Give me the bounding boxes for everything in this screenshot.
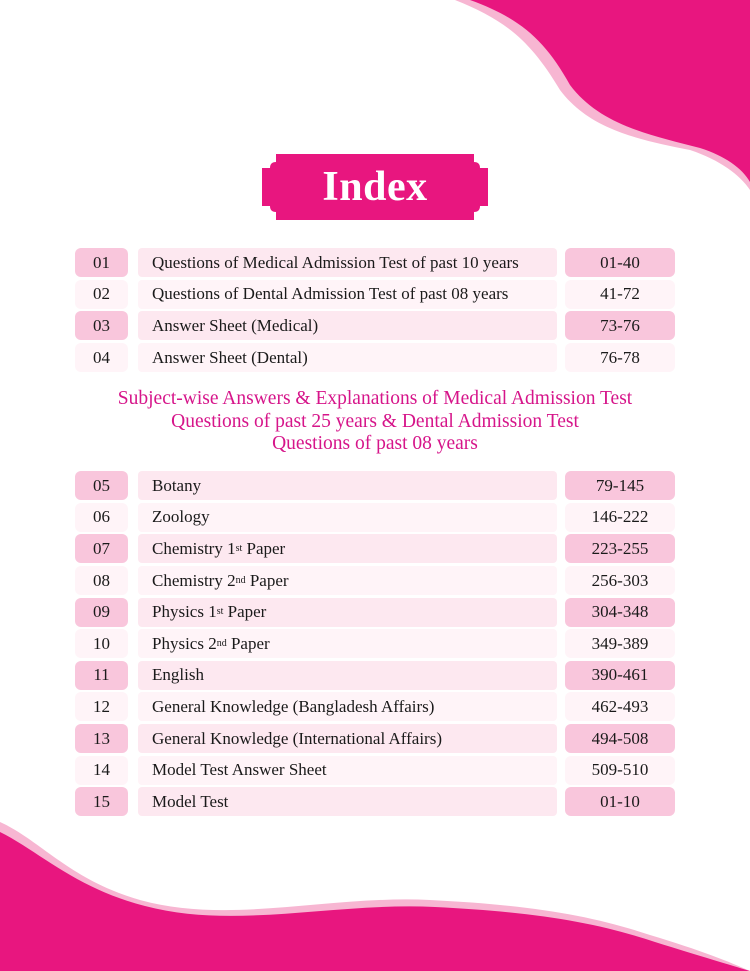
row-number: 02 [75, 280, 128, 309]
row-pages: 494-508 [565, 724, 675, 753]
row-number: 05 [75, 471, 128, 500]
row-label: Answer Sheet (Dental) [138, 343, 557, 372]
row-pages: 256-303 [565, 566, 675, 595]
row-pages: 41-72 [565, 280, 675, 309]
index-table-1 [75, 247, 675, 373]
subheading-line: Questions of past 08 years [272, 433, 478, 454]
table-row [75, 691, 675, 723]
subheading-line: Subject-wise Answers & Explanations of Medical Admission Test [117, 388, 633, 409]
row-pages: 79-145 [565, 471, 675, 500]
row-number: 07 [75, 534, 128, 563]
table-row [75, 786, 675, 818]
row-label: Physics 1 st Paper [138, 598, 557, 627]
row-number: 11 [75, 661, 128, 690]
row-number: 12 [75, 692, 128, 721]
row-label: Chemistry 1 st Paper [138, 534, 557, 563]
table-row [75, 754, 675, 786]
label-text: Chemistry 1 [152, 538, 236, 558]
row-label: Questions of Dental Admission Test of past 08 years [138, 280, 557, 309]
table-row [75, 533, 675, 565]
section-subheading [60, 388, 690, 456]
row-label: Chemistry 2 nd Paper [138, 566, 557, 595]
subheading-line: Questions of past 25 years & Dental Admission Test [171, 410, 579, 432]
row-label: General Knowledge (Bangladesh Affairs) [138, 692, 557, 721]
row-pages: 223-255 [565, 534, 675, 563]
label-text: Chemistry 2 [152, 570, 236, 590]
row-number: 15 [75, 787, 128, 816]
row-pages: 01-10 [565, 787, 675, 816]
row-number: 04 [75, 343, 128, 372]
row-label: Answer Sheet (Medical) [138, 311, 557, 340]
row-pages: 462-493 [565, 692, 675, 721]
row-number: 03 [75, 311, 128, 340]
table-row [75, 247, 675, 279]
table-row [75, 470, 675, 502]
label-suffix: Paper [245, 570, 289, 590]
row-number: 10 [75, 629, 128, 658]
row-number: 08 [75, 566, 128, 595]
table-row [75, 342, 675, 374]
table-row [75, 723, 675, 755]
row-pages: 390-461 [565, 661, 675, 690]
row-pages: 349-389 [565, 629, 675, 658]
table-row [75, 279, 675, 311]
row-label: Model Test Answer Sheet [138, 756, 557, 785]
label-suffix: Paper [223, 602, 267, 622]
row-label: Physics 2 nd Paper [138, 629, 557, 658]
row-pages: 01-40 [565, 248, 675, 277]
row-number: 14 [75, 756, 128, 785]
row-pages: 509-510 [565, 756, 675, 785]
row-label: Model Test [138, 787, 557, 816]
page-title: Index [322, 164, 428, 210]
label-text: Physics 1 [152, 602, 217, 622]
row-number: 09 [75, 598, 128, 627]
label-suffix: Paper [242, 538, 286, 558]
table-row [75, 596, 675, 628]
row-pages: 304-348 [565, 598, 675, 627]
label-text: Physics 2 [152, 633, 217, 653]
row-label: Botany [138, 471, 557, 500]
row-number: 01 [75, 248, 128, 277]
table-row [75, 565, 675, 597]
row-label: Zoology [138, 503, 557, 532]
table-row [75, 628, 675, 660]
table-row [75, 502, 675, 534]
title-banner [262, 154, 488, 220]
row-number: 06 [75, 503, 128, 532]
row-label: Questions of Medical Admission Test of past 10 years [138, 248, 557, 277]
table-row [75, 310, 675, 342]
label-suffix: Paper [226, 633, 270, 653]
row-number: 13 [75, 724, 128, 753]
row-pages: 73-76 [565, 311, 675, 340]
index-table-2 [75, 470, 675, 818]
row-label: English [138, 661, 557, 690]
row-pages: 146-222 [565, 503, 675, 532]
row-pages: 76-78 [565, 343, 675, 372]
row-label: General Knowledge (International Affairs) [138, 724, 557, 753]
table-row [75, 660, 675, 692]
